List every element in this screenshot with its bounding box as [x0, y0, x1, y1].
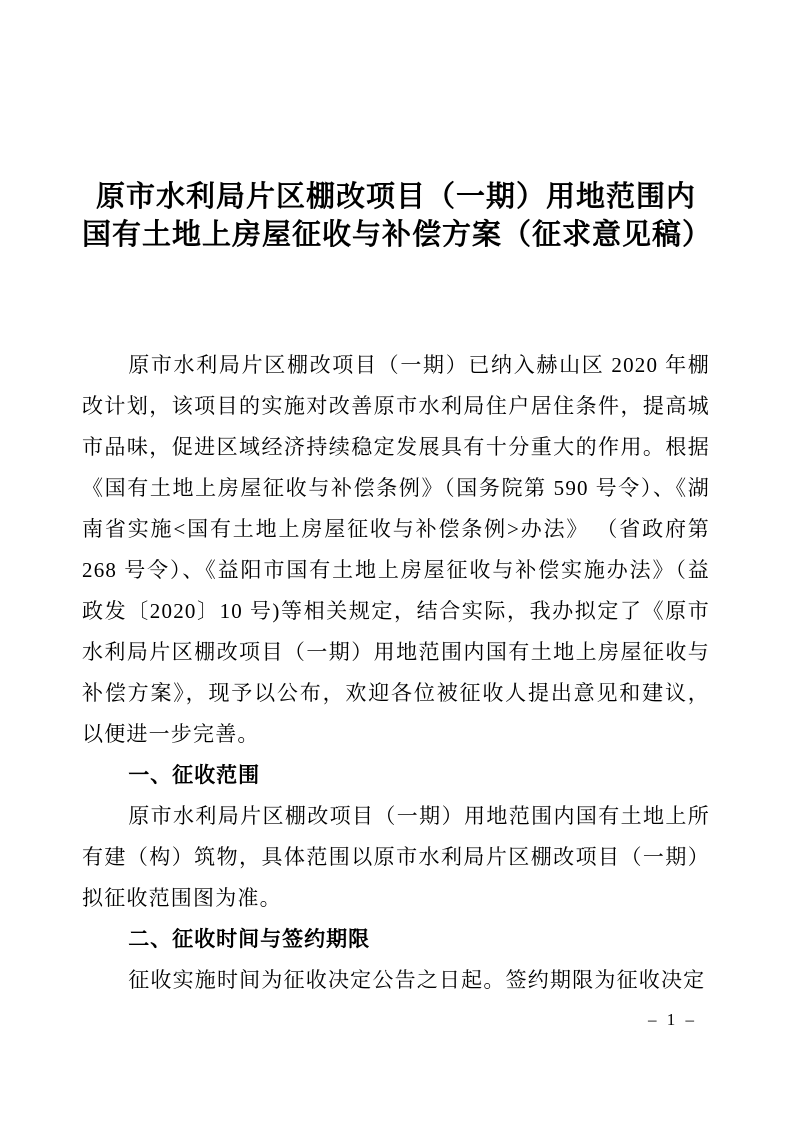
intro-paragraph: 原市水利局片区棚改项目（一期）已纳入赫山区 2020 年棚改计划，该项目的实施对改善原市水利局住户居住条件，提高城市品味，促进区域经济持续稳定发展具有十分重大的作用。根据《国有土地上房屋征收与补偿条例》（国务院第 590 号令）、《湖南省实施<国有土地上房屋征收与补偿条例>办法》 （省政府第 268 号令）、《益阳市国有土地上房屋征收与补偿实施办法》（益政发〔2020〕10 号)等相关规定，结合实际，我办拟定了《原市水利局片区棚改项目（一期）用地范围内国有土地上房屋征收与补偿方案》，现予以公布，欢迎各位被征收人提出意见和建议，以便进一步完善。: [82, 353, 710, 746]
section-1-heading: 一、征收范围: [128, 764, 261, 787]
page-number: – 1 –: [648, 1010, 697, 1029]
section-2-paragraph: 征收实施时间为征收决定公告之日起。签约期限为征收决定: [128, 968, 706, 992]
section-2-heading: 二、征收时间与签约期限: [128, 928, 371, 951]
title-line-1: 原市水利局片区棚改项目（一期）用地范围内: [95, 181, 696, 213]
document-title: [82, 178, 713, 254]
section-1-paragraph: 原市水利局片区棚改项目（一期）用地范围内国有土地上所有建（构）筑物，具体范围以原市水利局片区棚改项目（一期）拟征收范围图为准。: [82, 804, 710, 910]
document-content: [82, 0, 713, 1001]
title-line-2: 国有土地上房屋征收与补偿方案（征求意见稿）: [82, 219, 713, 251]
